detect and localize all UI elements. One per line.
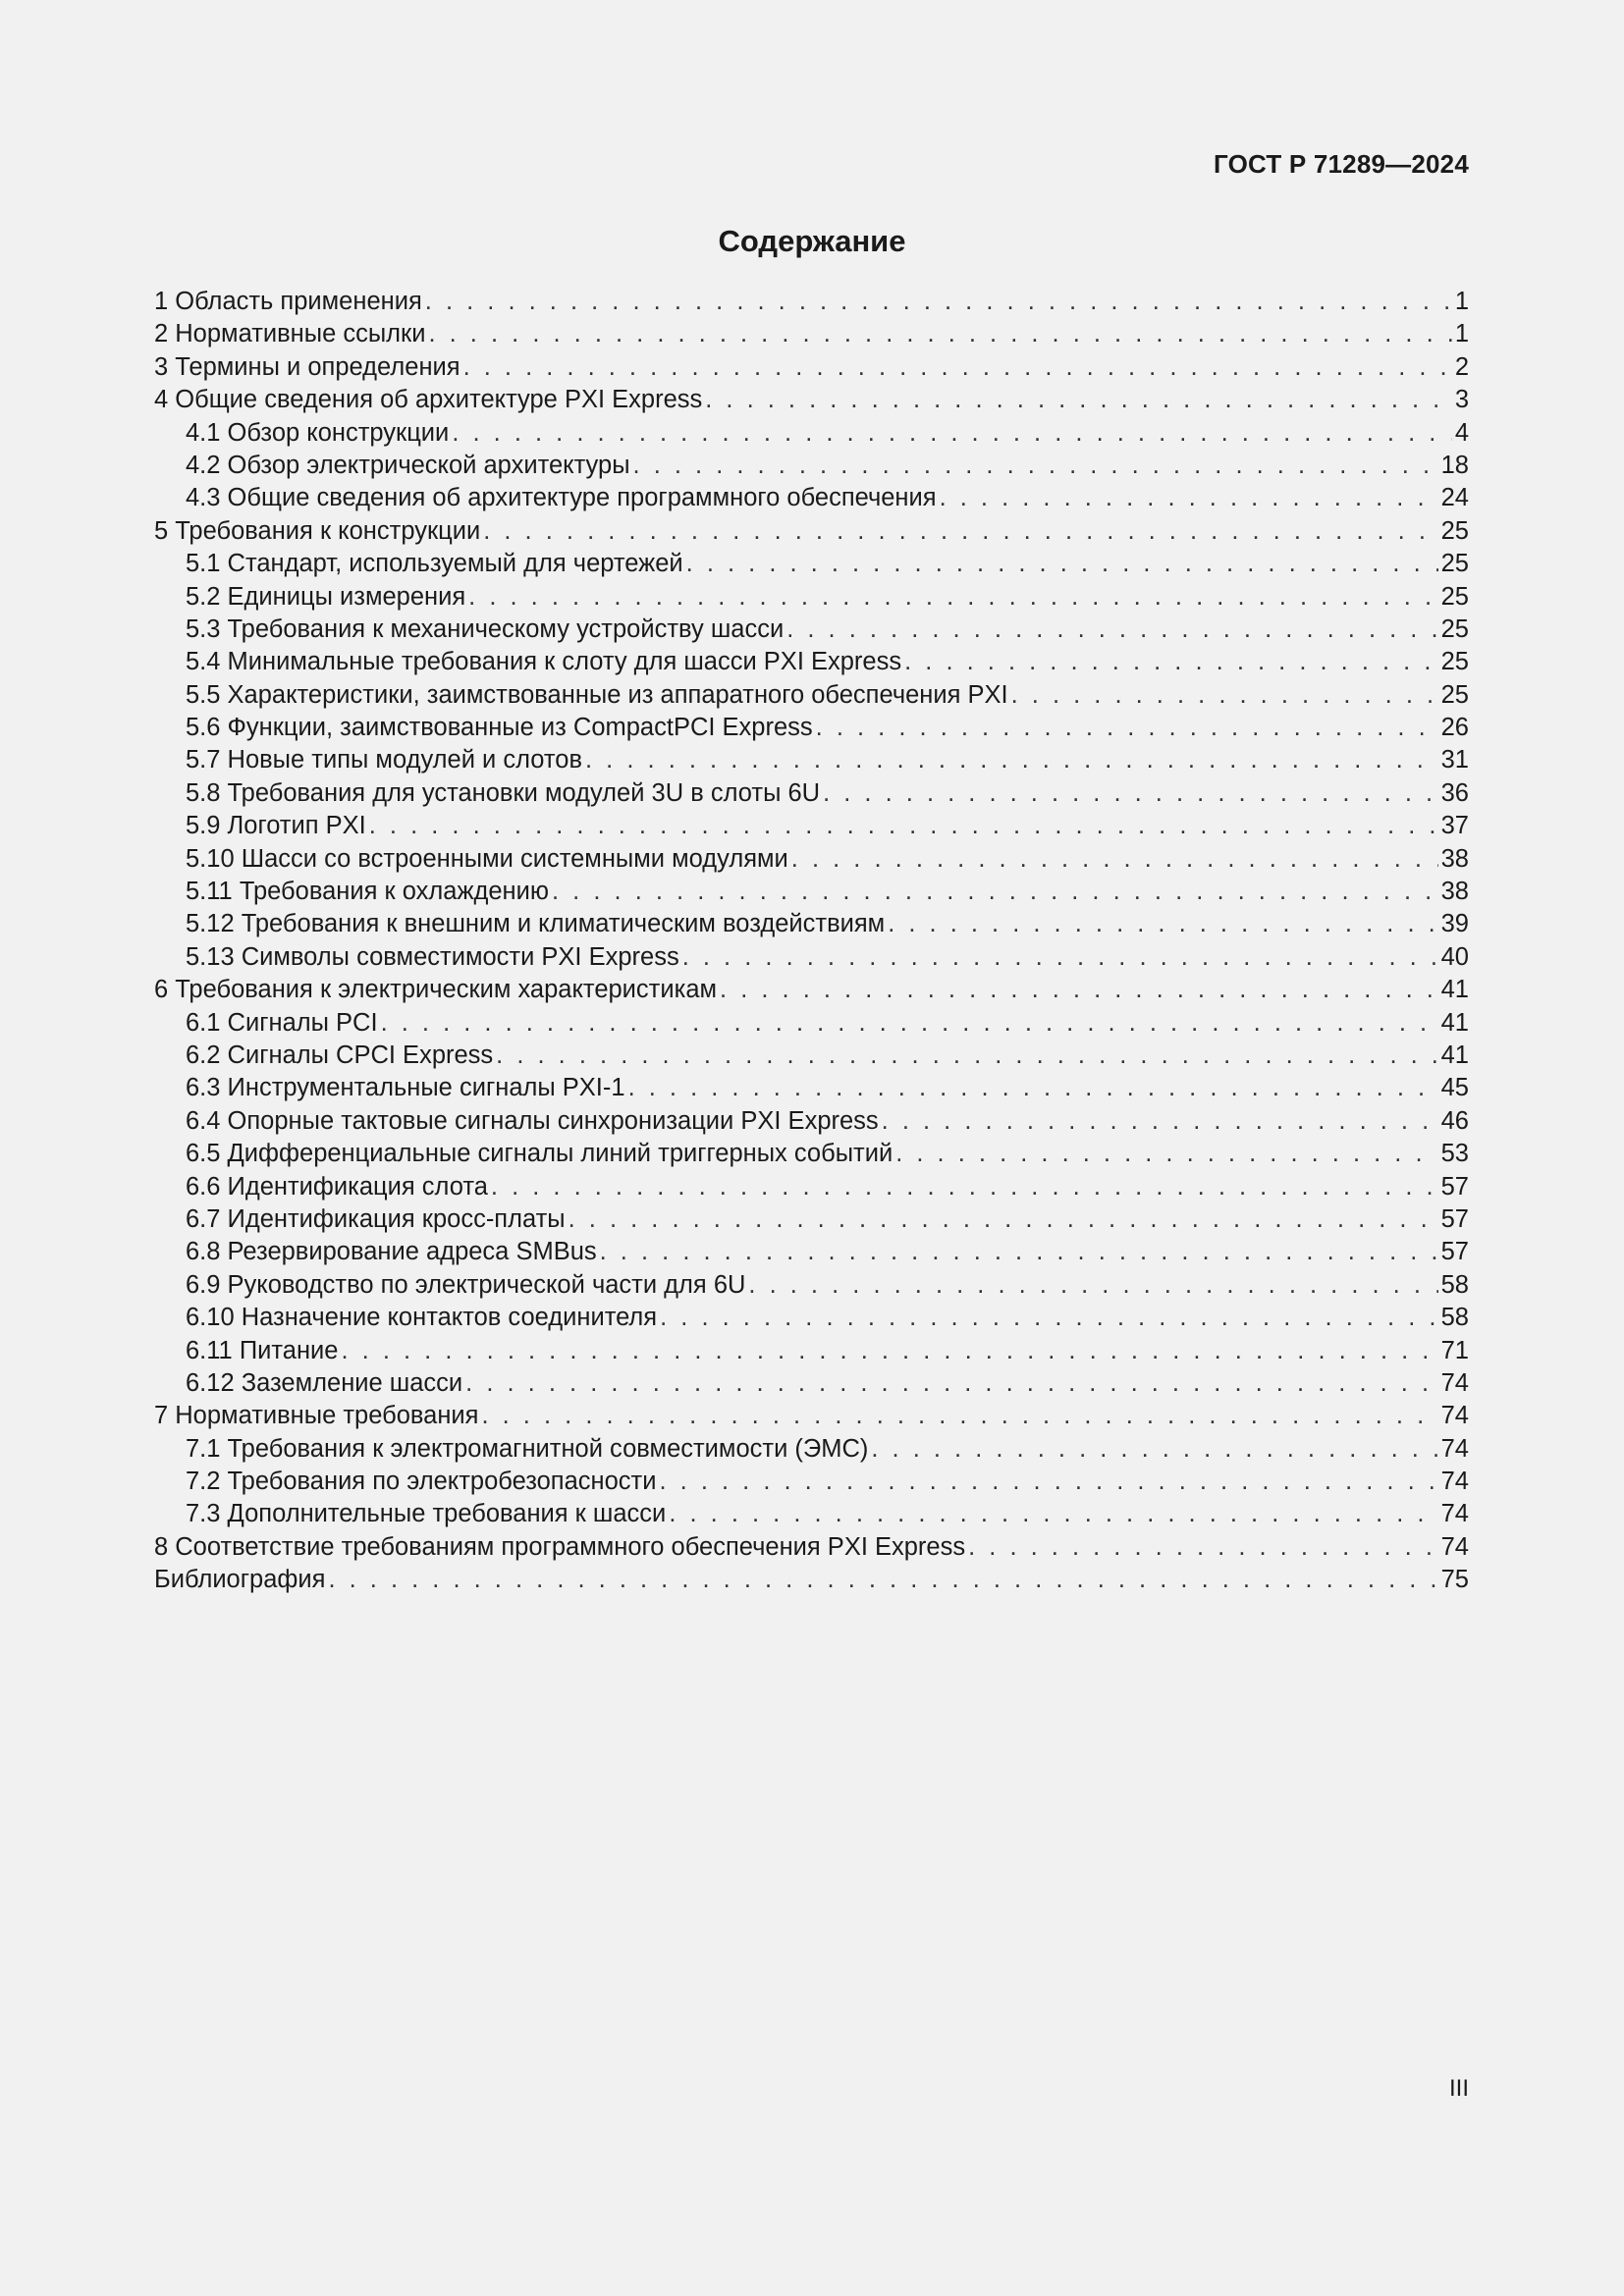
toc-entry-page: 25 xyxy=(1440,680,1469,709)
toc-entry-page: 57 xyxy=(1440,1204,1469,1233)
toc-entry-page: 4 xyxy=(1454,418,1469,447)
toc-title: Содержание xyxy=(718,224,906,258)
toc-entry-title: 5.13 Символы совместимости PXI Express xyxy=(186,942,679,971)
toc-entry-title: 6.5 Дифференциальные сигналы линий триггерных событий xyxy=(186,1140,893,1168)
toc-dot-leader xyxy=(895,1138,1437,1170)
toc-entry[interactable] xyxy=(154,1138,1469,1170)
toc-entry-page: 25 xyxy=(1440,648,1469,676)
toc-dot-leader xyxy=(823,777,1438,810)
toc-entry[interactable] xyxy=(154,351,1469,384)
toc-entry[interactable] xyxy=(154,1072,1469,1104)
toc-dot-leader xyxy=(463,351,1452,384)
toc-entry[interactable] xyxy=(154,1564,1469,1596)
toc-entry-page: 41 xyxy=(1440,1008,1469,1037)
toc-entry-title: 4.1 Обзор конструкции xyxy=(186,418,450,447)
toc-dot-leader xyxy=(968,1531,1438,1564)
toc-entry-title: 7.1 Требования к электромагнитной совместимости (ЭМС) xyxy=(186,1434,869,1463)
toc-entry-title: 5.9 Логотип PXI xyxy=(186,812,366,840)
toc-entry-title: 6.6 Идентификация слота xyxy=(186,1172,488,1201)
toc-entry[interactable] xyxy=(154,482,1469,514)
toc-entry-page: 57 xyxy=(1440,1238,1469,1266)
toc-entry[interactable] xyxy=(154,450,1469,482)
toc-entry[interactable] xyxy=(154,974,1469,1006)
toc-dot-leader xyxy=(600,1236,1438,1268)
page-number: III xyxy=(1448,2075,1469,2102)
toc-dot-leader xyxy=(816,712,1438,744)
toc-entry[interactable] xyxy=(154,810,1469,842)
toc-entry-title: 5 Требования к конструкции xyxy=(154,516,481,545)
toc-dot-leader xyxy=(791,843,1438,876)
toc-entry-page: 1 xyxy=(1454,320,1469,348)
toc-entry[interactable] xyxy=(154,1433,1469,1466)
toc-dot-leader xyxy=(940,482,1438,514)
toc-entry[interactable] xyxy=(154,286,1469,318)
toc-entry-page: 74 xyxy=(1440,1500,1469,1528)
toc-dot-leader xyxy=(481,1400,1437,1432)
toc-dot-leader xyxy=(491,1171,1438,1203)
toc-dot-leader xyxy=(686,548,1438,580)
toc-entry[interactable] xyxy=(154,1400,1469,1432)
toc-entry-title: 6.2 Сигналы CPCI Express xyxy=(186,1041,494,1069)
toc-entry[interactable] xyxy=(154,1269,1469,1302)
toc-entry-title: 4.2 Обзор электрической архитектуры xyxy=(186,451,630,479)
toc-entry-page: 25 xyxy=(1440,516,1469,545)
toc-entry[interactable] xyxy=(154,843,1469,876)
table-of-contents xyxy=(154,286,1469,1597)
toc-dot-leader xyxy=(1011,679,1438,712)
toc-entry[interactable] xyxy=(154,777,1469,810)
toc-dot-leader xyxy=(452,417,1452,450)
toc-entry-page: 74 xyxy=(1440,1368,1469,1397)
toc-dot-leader xyxy=(585,744,1438,776)
toc-entry-page: 46 xyxy=(1440,1106,1469,1135)
toc-entry[interactable] xyxy=(154,318,1469,350)
toc-entry-title: 2 Нормативные ссылки xyxy=(154,320,426,348)
toc-dot-leader xyxy=(660,1302,1438,1334)
toc-entry-page: 38 xyxy=(1440,878,1469,906)
toc-entry[interactable] xyxy=(154,1007,1469,1040)
toc-entry-title: 4.3 Общие сведения об архитектуре программного обеспечения xyxy=(186,484,937,512)
toc-dot-leader xyxy=(428,318,1451,350)
toc-entry-page: 58 xyxy=(1440,1270,1469,1299)
toc-dot-leader xyxy=(568,1203,1438,1236)
toc-entry[interactable] xyxy=(154,1105,1469,1138)
toc-entry-page: 74 xyxy=(1440,1434,1469,1463)
toc-entry-page: 36 xyxy=(1440,778,1469,807)
toc-dot-leader xyxy=(425,286,1452,318)
toc-dot-leader xyxy=(483,515,1437,548)
toc-entry[interactable] xyxy=(154,941,1469,974)
toc-entry-title: 6.9 Руководство по электрической части для 6U xyxy=(186,1270,746,1299)
toc-dot-leader xyxy=(720,974,1438,1006)
toc-dot-leader xyxy=(341,1335,1437,1367)
toc-entry-title: 6.1 Сигналы PCI xyxy=(186,1008,378,1037)
toc-entry-title: 6.10 Назначение контактов соединителя xyxy=(186,1304,658,1332)
toc-dot-leader xyxy=(328,1564,1437,1596)
toc-entry[interactable] xyxy=(154,1171,1469,1203)
toc-entry-page: 25 xyxy=(1440,550,1469,578)
toc-entry-page: 1 xyxy=(1454,288,1469,315)
toc-entry-page: 74 xyxy=(1440,1402,1469,1430)
toc-dot-leader xyxy=(748,1269,1437,1302)
toc-entry-page: 25 xyxy=(1440,582,1469,611)
toc-entry-page: 3 xyxy=(1454,386,1469,414)
toc-entry[interactable] xyxy=(154,679,1469,712)
toc-entry-title: 5.5 Характеристики, заимствованные из аппаратного обеспечения PXI xyxy=(186,680,1008,709)
toc-entry[interactable] xyxy=(154,384,1469,416)
toc-entry[interactable] xyxy=(154,417,1469,450)
toc-entry[interactable] xyxy=(154,1040,1469,1072)
toc-entry-page: 75 xyxy=(1440,1566,1469,1594)
toc-entry[interactable] xyxy=(154,1498,1469,1530)
toc-dot-leader xyxy=(669,1498,1437,1530)
toc-entry-title: 5.2 Единицы измерения xyxy=(186,582,466,611)
toc-entry[interactable] xyxy=(154,1302,1469,1334)
toc-entry[interactable] xyxy=(154,515,1469,548)
toc-entry-page: 41 xyxy=(1440,976,1469,1004)
toc-entry-title: 5.6 Функции, заимствованные из CompactPCI Express xyxy=(186,714,813,742)
toc-entry[interactable] xyxy=(154,1203,1469,1236)
toc-entry-page: 71 xyxy=(1440,1336,1469,1364)
toc-entry[interactable] xyxy=(154,1531,1469,1564)
toc-entry-title: 1 Область применения xyxy=(154,288,422,315)
toc-entry[interactable] xyxy=(154,548,1469,580)
toc-dot-leader xyxy=(552,876,1438,908)
toc-entry[interactable] xyxy=(154,876,1469,908)
toc-dot-leader xyxy=(705,384,1452,416)
toc-dot-leader xyxy=(496,1040,1437,1072)
toc-dot-leader xyxy=(882,1105,1438,1138)
toc-entry[interactable] xyxy=(154,646,1469,678)
toc-entry-title: 5.10 Шасси со встроенными системными модулями xyxy=(186,844,788,873)
document-code: ГОСТ Р 71289—2024 xyxy=(1214,149,1469,179)
toc-entry-page: 18 xyxy=(1440,451,1469,479)
toc-entry-title: 5.4 Минимальные требования к слоту для шасси PXI Express xyxy=(186,648,902,676)
toc-entry-title: 3 Термины и определения xyxy=(154,352,460,381)
toc-entry-page: 53 xyxy=(1440,1140,1469,1168)
toc-dot-leader xyxy=(468,581,1437,614)
toc-entry-title: 6.7 Идентификация кросс-платы xyxy=(186,1204,566,1233)
toc-entry[interactable] xyxy=(154,712,1469,744)
toc-entry-title: 7.2 Требования по электробезопасности xyxy=(186,1468,657,1496)
toc-entry[interactable] xyxy=(154,1466,1469,1498)
toc-entry[interactable] xyxy=(154,744,1469,776)
toc-dot-leader xyxy=(628,1072,1438,1104)
toc-entry-title: 6.3 Инструментальные сигналы PXI-1 xyxy=(186,1074,625,1102)
toc-dot-leader xyxy=(369,810,1438,842)
toc-entry-title: 6 Требования к электрическим характеристикам xyxy=(154,976,718,1004)
toc-entry-page: 57 xyxy=(1440,1172,1469,1201)
toc-entry-title: 6.11 Питание xyxy=(186,1336,339,1364)
toc-entry-page: 31 xyxy=(1440,746,1469,774)
toc-entry-page: 2 xyxy=(1454,352,1469,381)
toc-entry-title: 5.8 Требования для установки модулей 3U в слоты 6U xyxy=(186,778,821,807)
toc-entry-page: 74 xyxy=(1440,1532,1469,1561)
toc-entry-title: 6.12 Заземление шасси xyxy=(186,1368,463,1397)
toc-entry-title: 8 Соответствие требованиям программного обеспечения PXI Express xyxy=(154,1532,966,1561)
toc-entry-page: 26 xyxy=(1440,714,1469,742)
toc-entry[interactable] xyxy=(154,1236,1469,1268)
toc-entry-page: 25 xyxy=(1440,614,1469,643)
toc-dot-leader xyxy=(659,1466,1437,1498)
toc-entry-title: 7 Нормативные требования xyxy=(154,1402,479,1430)
toc-entry-page: 39 xyxy=(1440,910,1469,938)
toc-entry-page: 58 xyxy=(1440,1304,1469,1332)
toc-dot-leader xyxy=(871,1433,1437,1466)
toc-entry-title: 4 Общие сведения об архитектуре PXI Express xyxy=(154,386,703,414)
toc-entry[interactable] xyxy=(154,1335,1469,1367)
toc-entry-title: 7.3 Дополнительные требования к шасси xyxy=(186,1500,667,1528)
toc-entry-title: 5.7 Новые типы модулей и слотов xyxy=(186,746,583,774)
toc-entry[interactable] xyxy=(154,908,1469,940)
toc-entry-page: 38 xyxy=(1440,844,1469,873)
toc-dot-leader xyxy=(904,646,1438,678)
toc-entry-title: 5.1 Стандарт, используемый для чертежей xyxy=(186,550,683,578)
toc-entry-page: 41 xyxy=(1440,1041,1469,1069)
toc-entry-title: 6.8 Резервирование адреса SMBus xyxy=(186,1238,597,1266)
toc-entry[interactable] xyxy=(154,581,1469,614)
toc-entry-page: 24 xyxy=(1440,484,1469,512)
toc-entry-title: 5.12 Требования к внешним и климатическим воздействиям xyxy=(186,910,886,938)
toc-entry-page: 45 xyxy=(1440,1074,1469,1102)
toc-entry-title: Библиография xyxy=(154,1566,326,1594)
toc-dot-leader xyxy=(633,450,1438,482)
toc-dot-leader xyxy=(682,941,1438,974)
toc-entry[interactable] xyxy=(154,1367,1469,1400)
toc-entry-title: 6.4 Опорные тактовые сигналы синхронизации PXI Express xyxy=(186,1106,879,1135)
toc-dot-leader xyxy=(786,614,1437,646)
toc-dot-leader xyxy=(888,908,1437,940)
toc-entry-page: 40 xyxy=(1440,942,1469,971)
toc-entry-page: 74 xyxy=(1440,1468,1469,1496)
toc-dot-leader xyxy=(381,1007,1438,1040)
toc-entry-title: 5.3 Требования к механическому устройству шасси xyxy=(186,614,785,643)
toc-entry-title: 5.11 Требования к охлаждению xyxy=(186,878,550,906)
toc-dot-leader xyxy=(465,1367,1437,1400)
toc-entry[interactable] xyxy=(154,614,1469,646)
toc-entry-page: 37 xyxy=(1440,812,1469,840)
